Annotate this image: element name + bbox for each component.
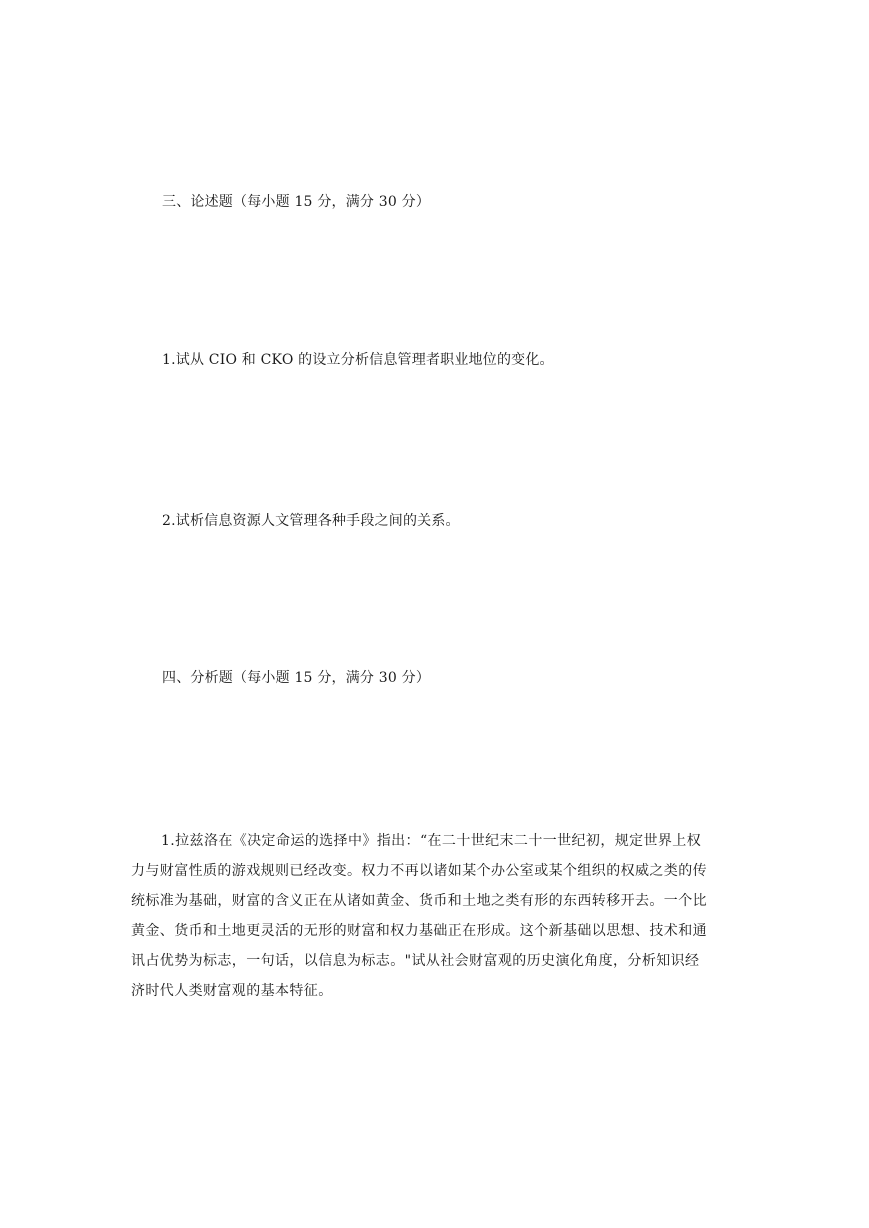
section-4-heading: 四、分析题（每小题 15 分，满分 30 分） <box>162 670 431 686</box>
section-3-heading: 三、论述题（每小题 15 分，满分 30 分） <box>162 194 431 210</box>
question-line: 黄金、货币和土地更灵活的无形的财富和权力基础正在形成。这个新基础以思想、技术和通 <box>131 923 707 939</box>
question-line: 讯占优势为标志，一句话，以信息为标志。"试从社会财富观的历史演化角度，分析知识经 <box>131 953 700 969</box>
section-3-question-2: 2.试析信息资源人文管理各种手段之间的关系。 <box>162 513 460 529</box>
section-3-question-1: 1.试从 CIO 和 CKO 的设立分析信息管理者职业地位的变化。 <box>162 352 554 368</box>
question-line: 统标准为基础，财富的含义正在从诸如黄金、货币和土地之类有形的东西转移开去。一个比 <box>131 893 707 909</box>
question-line: 济时代人类财富观的基本特征。 <box>131 983 333 999</box>
question-line: 力与财富性质的游戏规则已经改变。权力不再以诸如某个办公室或某个组织的权威之类的传 <box>131 863 707 879</box>
section-4-question-1 <box>131 826 741 1006</box>
question-line: 1.拉兹洛在《决定命运的选择中》指出：“在二十世纪末二十一世纪初，规定世界上权 <box>161 833 702 849</box>
